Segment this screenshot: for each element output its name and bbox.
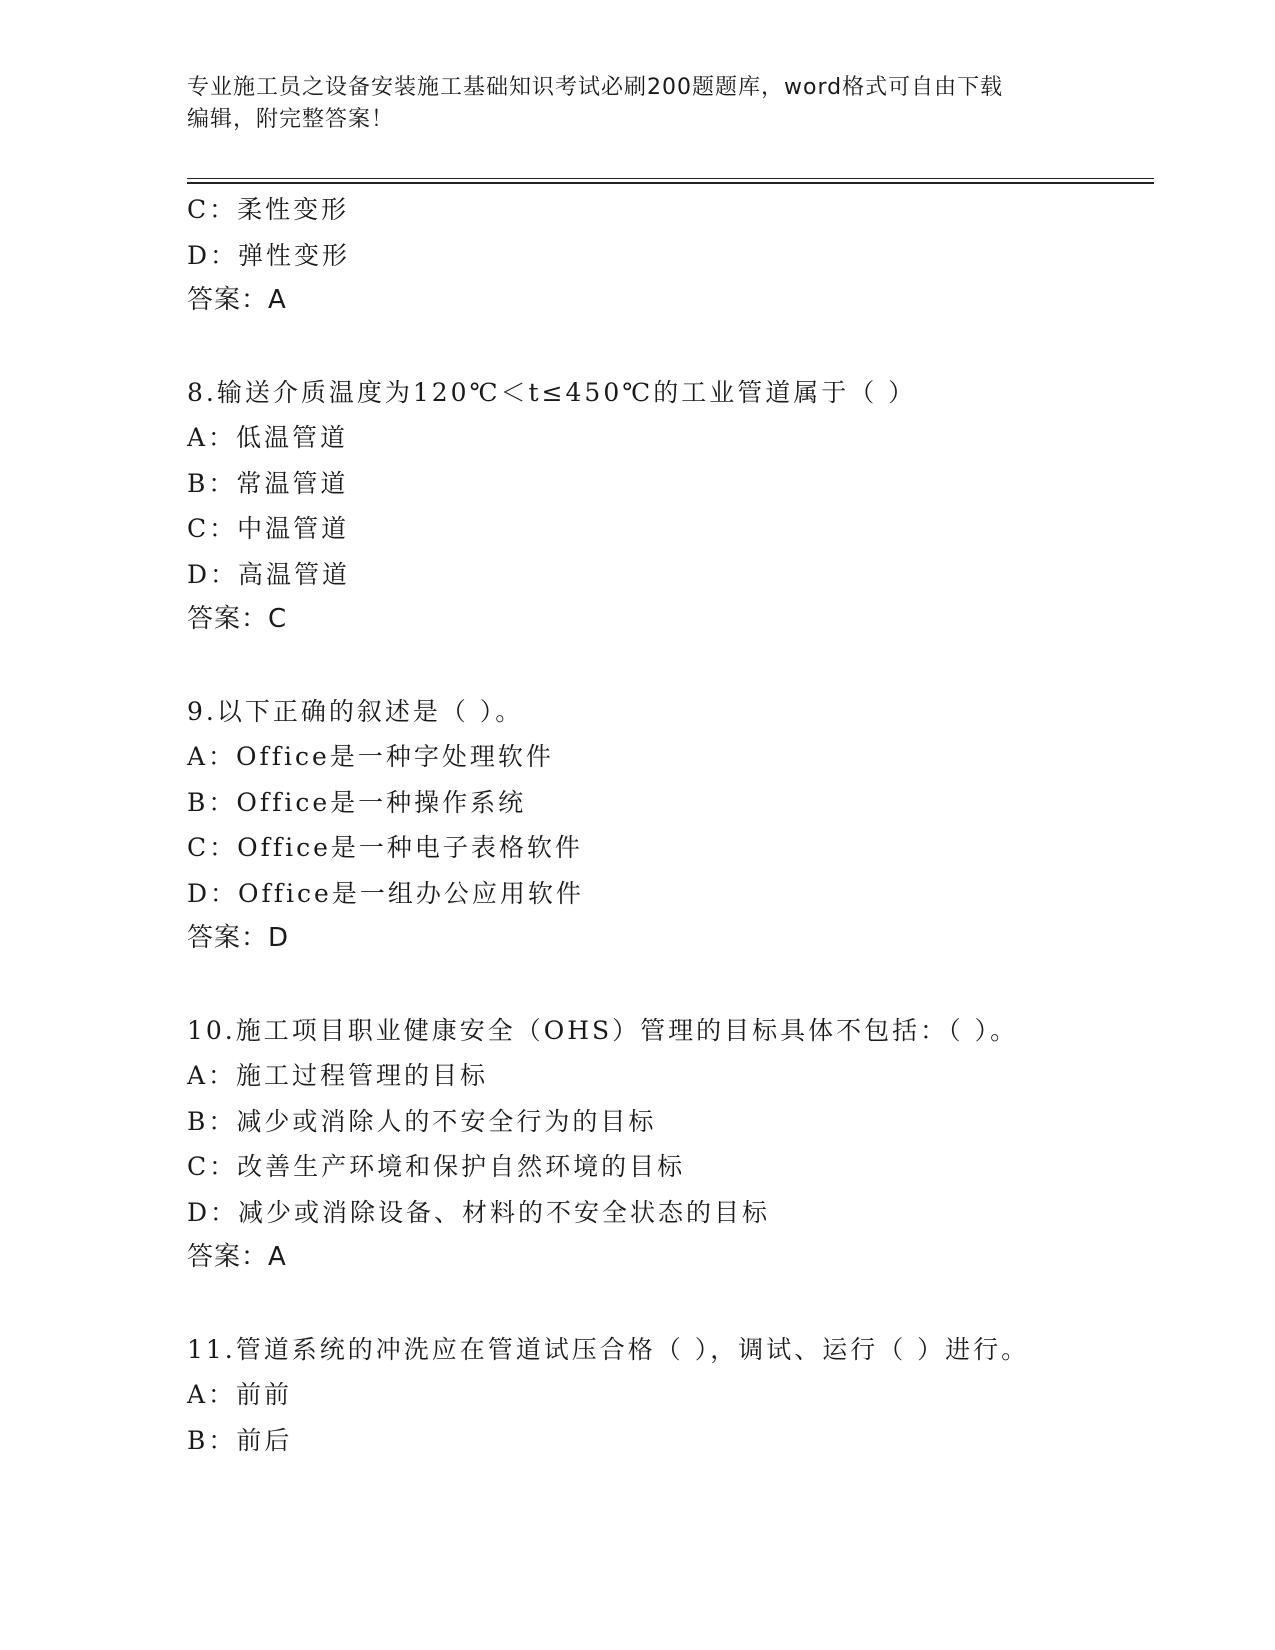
option-b: B：前后	[187, 1425, 293, 1455]
option-c: C：中温管道	[187, 514, 350, 543]
option-d: D：减少或消除设备、材料的不安全状态的目标	[187, 1197, 771, 1227]
header-divider-thin	[187, 178, 1154, 179]
header-divider-thick	[187, 182, 1154, 184]
option-b: B：常温管道	[187, 468, 349, 498]
answer-line: 答案：A	[187, 285, 287, 315]
question-text: 10.施工项目职业健康安全（OHS）管理的目标具体不包括：（ ）。	[187, 1015, 1019, 1045]
option-c: C：改善生产环境和保护自然环境的目标	[187, 1152, 686, 1181]
question-list	[187, 187, 1154, 1463]
spacer	[187, 962, 1154, 1008]
option-a: A：施工过程管理的目标	[187, 1061, 489, 1090]
option-d: D：高温管道	[187, 559, 351, 589]
option-d: D：弹性变形	[187, 240, 351, 270]
question-text: 9.以下正确的叙述是（ ）。	[187, 696, 524, 726]
question-block	[187, 1008, 1154, 1281]
answer-line: 答案：D	[187, 923, 290, 953]
question-text: 8.输送介质温度为120℃＜t≤450℃的工业管道属于（ ）	[187, 377, 917, 407]
option-a: A：低温管道	[187, 423, 349, 452]
option-b: B：减少或消除人的不安全行为的目标	[187, 1106, 657, 1136]
question-block	[187, 187, 1154, 324]
answer-line: 答案：A	[187, 1242, 287, 1272]
answer-line: 答案：C	[187, 604, 288, 634]
question-block	[187, 689, 1154, 962]
option-d: D：Office是一组办公应用软件	[187, 878, 584, 908]
spacer	[187, 324, 1154, 370]
option-b: B：Office是一种操作系统	[187, 787, 527, 817]
question-block	[187, 370, 1154, 643]
option-c: C：Office是一种电子表格软件	[187, 833, 583, 862]
spacer	[187, 1281, 1154, 1327]
spacer	[187, 643, 1154, 689]
header-line-2: 编辑，附完整答案！	[187, 107, 395, 132]
option-a: A：前前	[187, 1380, 293, 1409]
option-a: A：Office是一种字处理软件	[187, 742, 554, 771]
question-text: 11.管道系统的冲洗应在管道试压合格（ ），调试、运行（ ）进行。	[187, 1334, 1030, 1364]
document-header	[187, 72, 1087, 136]
header-line-1: 专业施工员之设备安装施工基础知识考试必刷200题题库，word格式可自由下载	[187, 75, 1004, 100]
question-block	[187, 1327, 1154, 1464]
option-c: C：柔性变形	[187, 195, 350, 224]
